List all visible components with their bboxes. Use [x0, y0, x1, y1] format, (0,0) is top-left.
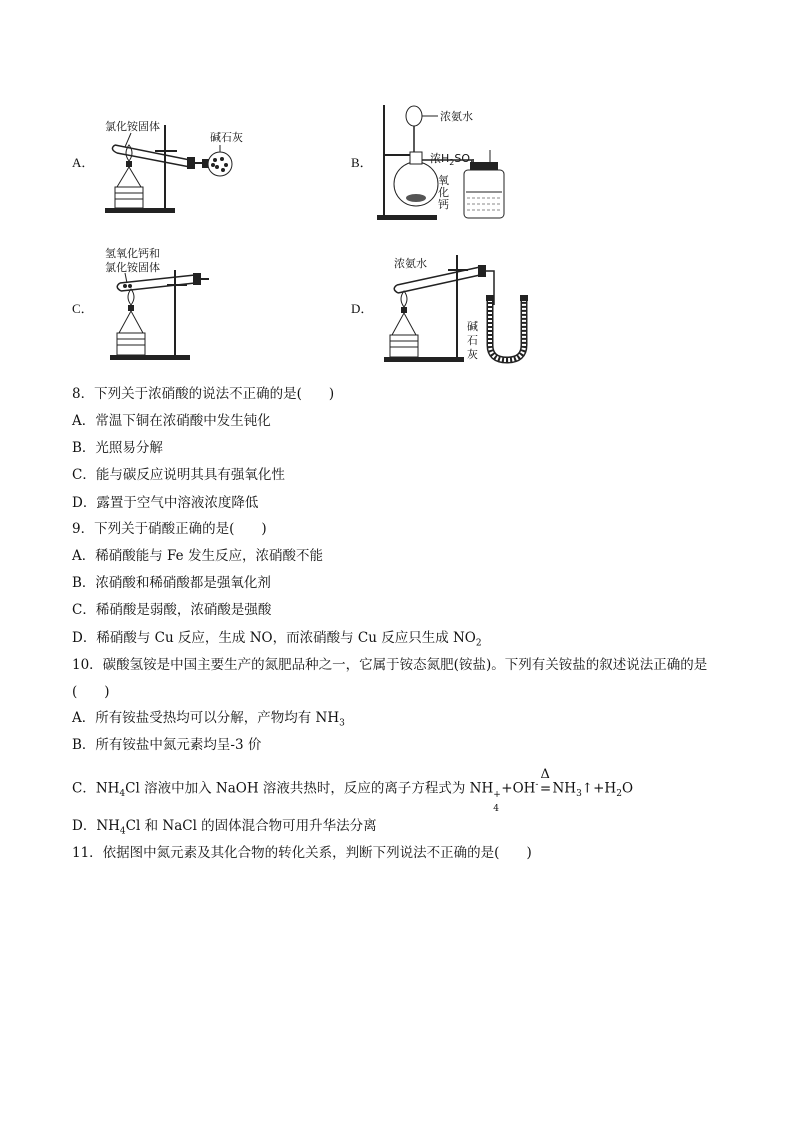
soda-lime-label: 碱石灰 [210, 131, 243, 144]
ammonium-chloride-label: 氯化铵固体 [105, 120, 160, 133]
apparatus-c-diagram [95, 245, 225, 365]
conc-sulfuric-acid-label: 浓$H_2SO$ [430, 152, 471, 167]
q10-option-c: C．$NH_4Cl$ 溶液中加入 NaOH 溶液共热时，反应的离子方程式为 NH + 4 +OH- Δ $=NH_3↑+H_2O$ [72, 766, 634, 814]
calcium-oxide-label-1: 氧 [438, 174, 449, 187]
q11-stem: 11．依据图中氮元素及其化合物的转化关系，判断下列说法不正确的是( ) [72, 845, 532, 861]
conc-ammonia-label-d: 浓氨水 [394, 257, 427, 270]
q10-stem: 10．碳酸氢铵是中国主要生产的氮肥品种之一，它属于铵态氮肥(铵盐)。下列有关铵盐的叙述说法正确的是 [72, 657, 708, 673]
q9-option-c: C．稀硝酸是弱酸，浓硝酸是强酸 [72, 602, 272, 618]
calcium-oxide-label-2: 化 [438, 186, 449, 199]
q10-paren: ( ) [72, 684, 110, 700]
soda-lime-label-d-3: 灰 [467, 348, 478, 361]
q9-option-b: B．浓硝酸和稀硝酸都是强氧化剂 [72, 575, 271, 591]
q8-option-d: D．露置于空气中溶液浓度降低 [72, 495, 259, 511]
q10-option-d: D．$NH_4Cl$ 和 NaCl 的固体混合物可用升华法分离 [72, 818, 377, 837]
q8-stem: 8．下列关于浓硝酸的说法不正确的是( ) [72, 386, 335, 402]
q8-option-b: B．光照易分解 [72, 440, 163, 456]
option-c-label: C． [72, 301, 94, 316]
option-b-label: B． [351, 155, 373, 170]
soda-lime-label-d-2: 石 [467, 334, 478, 347]
q10-option-a: A．所有铵盐受热均可以分解，产物均有 $NH_3$ [72, 710, 345, 729]
apparatus-b-diagram [372, 100, 532, 222]
q8-option-a: A．常温下铜在浓硝酸中发生钝化 [72, 413, 271, 429]
mixture-label-line1: 氢氧化钙和 [105, 247, 160, 260]
q10-option-b: B．所有铵盐中氮元素均呈-3 价 [72, 737, 262, 753]
option-d-label: D． [351, 301, 374, 316]
mixture-label-line2: 氯化铵固体 [105, 261, 160, 274]
q9-option-d: D．稀硝酸与 Cu 反应，生成 NO，而浓硝酸与 Cu 反应只生成 $NO_2$ [72, 630, 482, 649]
calcium-oxide-label-3: 钙 [438, 198, 449, 211]
q9-stem: 9．下列关于硝酸正确的是( ) [72, 521, 267, 537]
q8-option-c: C．能与碳反应说明其具有强氧化性 [72, 467, 285, 483]
apparatus-d-diagram [372, 245, 552, 367]
option-a-label: A． [72, 155, 95, 170]
apparatus-a-diagram [95, 115, 295, 220]
conc-ammonia-label: 浓氨水 [440, 110, 473, 123]
soda-lime-label-d-1: 碱 [467, 320, 478, 333]
q9-option-a: A．稀硝酸能与 Fe 发生反应，浓硝酸不能 [72, 548, 323, 564]
